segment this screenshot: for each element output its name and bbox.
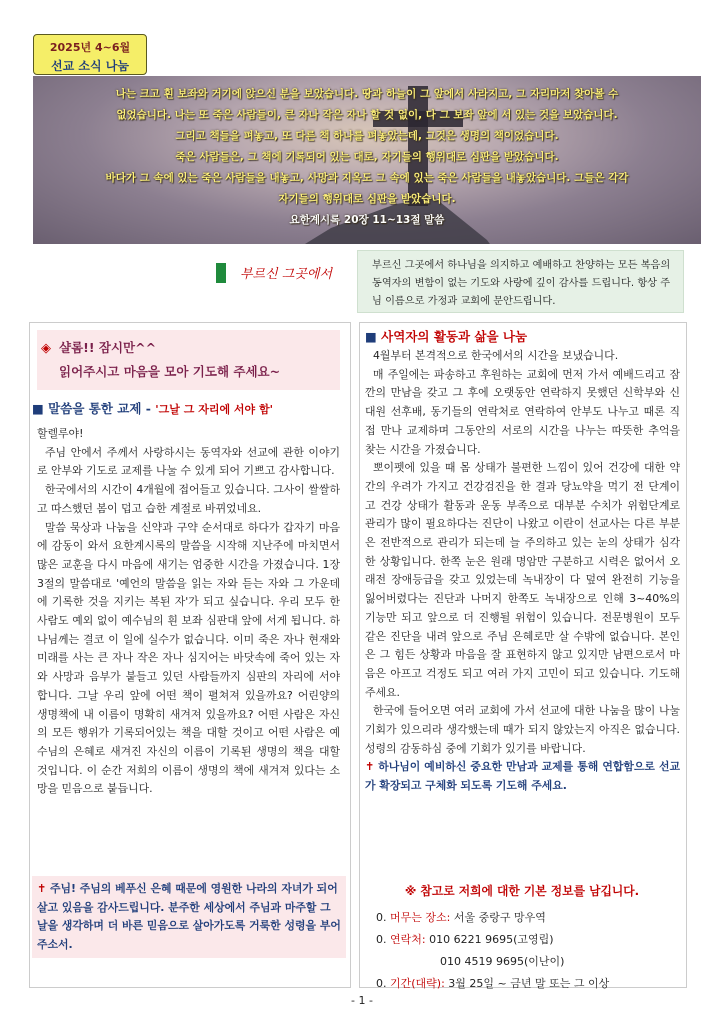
- diamond-icon: ◈: [41, 341, 51, 356]
- cross-icon: ✝: [37, 882, 47, 895]
- scripture-line: 바다가 그 속에 있는 죽은 사람들을 내놓고, 사망과 지옥도 그 속에 있는 죽은 사람들을 내놓았습니다. 그들은 각각: [105, 172, 629, 184]
- paragraph: 매 주일에는 파송하고 후원하는 교회에 먼저 가서 예배드리고 잠깐의 만남을 갖고 그 후에 오랫동안 연락하지 못했던 신학부와 신대원 선후배, 동기들의 연락처로 연락하여 안부도 나누고 때론 직접 만나 교제하며 그동안의 서로의 시간을 나누는 따뜻한 추억을 찾는 시간을 가졌습니다.: [365, 367, 680, 456]
- right-heading: [365, 327, 681, 345]
- section-title: 부르신 그곳에서: [240, 267, 333, 282]
- callout-line-1: 샬롬!! 잠시만^^: [59, 340, 157, 355]
- intro-box: [357, 250, 684, 313]
- badge-period: 2025년 4~6월: [49, 41, 131, 54]
- badge-title: 선교 소식 나눔: [51, 59, 129, 73]
- scripture-reference: 요한계시록 20장 11~13절 말씀: [289, 214, 445, 226]
- paragraph: 주님 안에서 주께서 사랑하시는 동역자와 선교에 관한 이야기로 안부와 기도로 교제를 나눌 수 있게 되어 기쁘고 감사합니다.: [37, 445, 340, 478]
- right-prayer: [365, 758, 680, 795]
- info-contact-label: 연락처:: [390, 933, 426, 946]
- page-number: - 1 -: [351, 994, 373, 1007]
- info-bullet: 0.: [376, 977, 387, 990]
- scripture-text: [33, 84, 701, 231]
- left-prayer-box: [32, 876, 346, 958]
- info-stay: [376, 907, 676, 929]
- scripture-line: 자기들의 행위대로 심판을 받았습니다.: [278, 193, 456, 205]
- info-list: [376, 907, 676, 995]
- paragraph: 뽀이펫에 있을 때 몸 상태가 불편한 느낌이 있어 건강에 대한 약간의 우려가 가지고 건강검진을 한 결과 당뇨약을 먹기 전 단계이고 건강 상태가 활동과 운동 부족으로 대부분 수치가 위험단계로 관리가 많이 필요하다는 진단이 나왔고 이란이 선교사는 다른 부분은 전반적으로 관리가 되는데 늘 주의하고 있는 눈의 상태가 심각한 상황입니다. 한쪽 눈은 원래 명암만 구분하고 시력은 없어서 오래전 장애등급을 갖고 있었는데 녹내장이 다 덮여 완전히 기능을 잃어버렸다는 진단과 나머지 한쪽도 녹내장으로 인해 3~40%의 기능만 되고 앞으로 더 진행될 위험이 있습니다. 전문병원이 모두 같은 진단을 내려 앞으로 주님 은혜로만 살 수밖에 없습니다. 본인은 그 힘든 상황과 마음을 잘 표현하지 않고 있지만 남편으로서 마음은 아프고 걱정도 되고 여러 가지 고민이 되고 있습니다. 기도해 주세요.: [365, 461, 680, 699]
- square-bullet-icon: ■: [32, 401, 44, 416]
- intro-text: 부르신 그곳에서 하나님을 의지하고 예배하고 찬양하는 모든 복음의 동역자의 변함이 없는 기도와 사랑에 깊이 감사를 드립니다. 항상 주님 이름으로 가정과 교회에 문안드립니다.: [372, 260, 671, 307]
- scripture-banner: [33, 76, 701, 244]
- right-heading-text: 사역자의 활동과 삶을 나눔: [381, 329, 528, 344]
- scripture-line: 죽은 사람들은, 그 책에 기록되어 있는 대로, 자기들의 행위대로 심판을 받았습니다.: [175, 151, 559, 163]
- section-marker: [216, 263, 226, 283]
- left-body: [37, 425, 340, 799]
- scripture-line: 그리고 책들을 펴놓고, 또 다른 책 하나를 펴놓았는데, 그것은 생명의 책이었습니다.: [175, 130, 559, 142]
- paragraph: 한국에 들어오면 여러 교회에 가서 선교에 대한 나눔을 많이 나눌 기회가 있으리라 생각했는데 때가 되지 않았는지 아직은 없습니다. 성령의 감동하심 중에 기회가 있기를 바랍니다.: [365, 704, 680, 755]
- paragraph: 한국에서의 시간이 4개월에 접어들고 있습니다. 그사이 쌀쌀하고 따스했던 봄이 덥고 습한 계절로 바뀌었네요.: [37, 483, 340, 515]
- info-stay-label: 머무는 장소:: [390, 911, 451, 924]
- info-contact-2: [376, 951, 676, 973]
- right-prayer-text: 하나님이 예비하신 중요한 만남과 교제를 통해 연합함으로 선교가 확장되고 구체화 되도록 기도해 주세요.: [365, 760, 680, 793]
- left-heading: [32, 399, 346, 417]
- right-body: [365, 347, 680, 796]
- info-note: ※ 참고로 저희에 대한 기본 정보를 남깁니다.: [404, 884, 640, 898]
- scripture-line: 나는 크고 흰 보좌와 거기에 앉으신 분을 보았습니다. 땅과 하늘이 그 앞에서 사라지고, 그 자리마저 찾아볼 수: [115, 88, 619, 100]
- info-contact-value-2: 010 4519 9695(이난이): [440, 955, 565, 968]
- paragraph: 말씀 묵상과 나눔을 신약과 구약 순서대로 하다가 갑자기 마음에 감동이 와서 요한계시록의 말씀을 시작해 지난주에 마치면서 많은 교훈을 다시 마음에 새기는 엄중한 시간을 가졌습니다. 1장 3절의 말씀대로 '예언의 말씀을 읽는 자와 듣는 자와 그 가운데에 기록한 것을 지키는 복된 자'가 되고 싶습니다. 우리 모두 한 사람도 예외 없이 예수님의 흰 보좌 심판대 앞에 서게 됩니다. 하나님께는 결코 이 일에 실수가 없습니다. 이미 죽은 자나 현재와 미래를 사는 큰 자나 작은 자나 심지어는 바닷속에 죽어 있는 자와 사망과 음부가 붙들고 있던 사람들까지 심판의 자리에 서야 합니다. 그날 우리 앞에 어떤 책이 펼쳐져 있을까요? 어린양의 생명책에 내 이름이 명확히 새겨져 있을까요? 어떤 사람은 자신의 모든 행위가 기록되어있는 책을 대할 것이고 어떤 사람은 예수님의 은혜로 새겨진 자신의 이름이 기록된 생명의 책을 대할 것입니다. 이 순간 저희의 이름이 생명의 책에 새겨져 있다는 소망을 믿음으로 붙듭니다.: [37, 520, 340, 796]
- paragraph: 4월부터 본격적으로 한국에서의 시간을 보냈습니다.: [373, 349, 619, 362]
- callout-line-2: 읽어주시고 마음을 모아 기도해 주세요~: [59, 364, 281, 379]
- info-bullet: 0.: [376, 911, 387, 924]
- info-period: [376, 973, 676, 995]
- left-prayer-text: 주님! 주님의 베푸신 은혜 때문에 영원한 나라의 자녀가 되어 살고 있음을 감사드립니다. 분주한 세상에서 주님과 마주할 그 날을 생각하며 더 바른 믿음으로 살아가도록 거룩한 성령을 부어주소서.: [37, 882, 341, 952]
- cross-icon: ✝: [365, 760, 375, 774]
- info-contact: [376, 929, 676, 951]
- left-heading-quote: '그날 그 자리에 서야 함': [155, 403, 273, 416]
- info-bullet: 0.: [376, 933, 387, 946]
- info-period-value: 3월 25일 ~ 금년 말 또는 그 이상: [448, 977, 610, 990]
- info-contact-value-1: 010 6221 9695(고영립): [429, 933, 554, 946]
- left-heading-text: 말씀을 통한 교제 -: [48, 401, 156, 416]
- square-bullet-icon: ■: [365, 329, 377, 344]
- paragraph: 할렐루야!: [37, 427, 84, 440]
- info-stay-value: 서울 중랑구 망우역: [453, 911, 546, 924]
- newsletter-badge: [33, 34, 147, 75]
- callout-box: [37, 330, 340, 390]
- scripture-line: 없었습니다. 나는 또 죽은 사람들이, 큰 자나 작은 자나 할 것 없이, 다 그 보좌 앞에 서 있는 것을 보았습니다.: [116, 109, 618, 121]
- left-prayer: [37, 880, 341, 955]
- info-period-label: 기간(대략):: [390, 977, 445, 990]
